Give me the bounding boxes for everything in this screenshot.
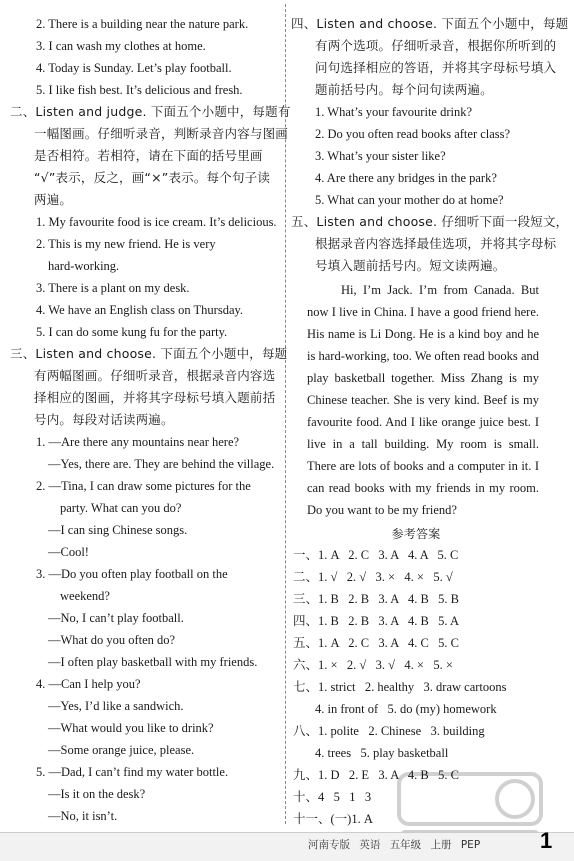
sec3-dialog-line: —What would you like to drink? — [48, 721, 214, 735]
passage-line: Chinese teacher. She is very kind. Beef is my — [307, 393, 539, 407]
sec2-header-line: “√”表示，反之，画“×”表示。每个句子读 — [34, 170, 271, 185]
passage-line: can read books with my friends in my room. — [307, 481, 539, 495]
sec2-header-line: 一幅图画。仔细听录音，判断录音内容与图画 — [34, 126, 289, 141]
sec3-dialog-line: —Yes, there are. They are behind the village. — [48, 457, 275, 471]
sec4-item-3: 3. What’s your sister like? — [315, 149, 446, 163]
sec3-dialog-line: 3. —Do you often play football on the — [36, 567, 228, 581]
answer-row: 十、4 5 1 3 — [293, 790, 372, 804]
sec4-item-2: 2. Do you often read books after class? — [315, 127, 511, 141]
sec3-dialog-line: —Some orange juice, please. — [48, 743, 195, 757]
sec1-item-2: 2. There is a building near the nature park. — [36, 17, 249, 31]
answer-row: 六、1. × 2. √ 3. √ 4. × 5. × — [293, 658, 453, 672]
answer-row: 三、1. B 2. B 3. A 4. B 5. B — [293, 592, 459, 606]
sec3-dialog-line: 4. —Can I help you? — [36, 677, 141, 691]
answer-row: 4. trees 5. play basketball — [315, 746, 449, 760]
sec2-item-2: 2. This is my new friend. He is very — [36, 237, 216, 251]
sec1-item-5: 5. I like fish best. It’s delicious and fresh. — [36, 83, 243, 97]
answer-row: 二、1. √ 2. √ 3. × 4. × 5. √ — [293, 570, 453, 584]
passage-line: favourite food. And I like orange juice best. I — [307, 415, 539, 429]
sec4-header-line: 有两个选项。仔细听录音，根据你所听到的 — [315, 38, 557, 53]
page-number: 1 — [540, 828, 553, 853]
page-footer — [0, 832, 574, 861]
sec3-header-line: 三、Listen and choose. 下面五个小题中，每题 — [10, 346, 288, 361]
sec3-dialog-line: —Cool! — [48, 545, 89, 559]
sec3-dialog-line: party. What can you do? — [60, 501, 182, 515]
sec5-header-line: 五、Listen and choose. 仔细听下面一段短文， — [291, 214, 569, 229]
answer-row: 一、1. A 2. C 3. A 4. A 5. C — [293, 548, 459, 562]
sec3-dialog-line: —No, it isn’t. — [48, 809, 118, 823]
sec3-dialog-line: 1. —Are there any mountains near here? — [36, 435, 240, 449]
sec5-header-line: 根据录音内容选择最佳选项，并将其字母标 — [315, 236, 557, 251]
sec2-header-line: 两遍。 — [34, 192, 73, 207]
answer-row: 八、1. polite 2. Chinese 3. building — [293, 724, 485, 738]
sec3-dialog-line: —I can sing Chinese songs. — [48, 523, 188, 537]
sec4-header-line: 问句选择相应的答语，并将其字母标号填入 — [315, 60, 557, 75]
sec4-item-1: 1. What’s your favourite drink? — [315, 105, 473, 119]
answer-row: 十一、(一)1. A — [293, 812, 373, 826]
sec3-dialog-line: —What do you often do? — [48, 633, 176, 647]
sec2-item-5: 5. I can do some kung fu for the party. — [36, 325, 228, 339]
passage-line: There are lots of books and a computer in it. I — [307, 459, 539, 473]
sec2-header-line: 是否相符。若相符，请在下面的括号里画 — [34, 148, 263, 163]
sec5-header-line: 号填入题前括号内。短文读两遍。 — [315, 258, 506, 273]
sec4-header-line: 题前括号内。每个问句读两遍。 — [315, 82, 493, 97]
sec4-item-4: 4. Are there any bridges in the park? — [315, 171, 497, 185]
footer-text: 河南专版 英语 五年级 上册 PEP — [308, 839, 481, 851]
sec2-header-line: 二、Listen and judge. 下面五个小题中，每题有 — [10, 104, 291, 119]
passage-line: His name is Li Dong. He is a kind boy and he — [307, 327, 539, 341]
sec3-dialog-line: weekend? — [60, 589, 110, 603]
sec2-item-2-cont: hard-working. — [48, 259, 120, 273]
passage-line: live in a tall building. My room is small. — [307, 437, 539, 451]
answer-row: 七、1. strict 2. healthy 3. draw cartoons — [293, 680, 507, 694]
sec3-dialog-line: —I often play basketball with my friends. — [48, 655, 258, 669]
passage-line: is hard-working, too. We often read books and — [307, 349, 539, 363]
sec4-item-5: 5. What can your mother do at home? — [315, 193, 504, 207]
sec3-header-line: 择相应的图画，并将其字母标号填入题前括 — [34, 390, 276, 405]
answer-row: 4. in front of 5. do (my) homework — [315, 702, 497, 716]
sec4-header-line: 四、Listen and choose. 下面五个小题中，每题 — [291, 16, 569, 31]
sec3-header-line: 号内。每段对话读两遍。 — [34, 412, 174, 427]
passage-line: play basketball together. Miss Zhang is my — [307, 371, 539, 385]
sec2-item-4: 4. We have an English class on Thursday. — [36, 303, 244, 317]
answers-title: 参考答案 — [391, 527, 441, 541]
sec3-header-line: 有两幅图画。仔细听录音，根据录音内容选 — [34, 368, 276, 383]
sec1-item-4: 4. Today is Sunday. Let’s play football. — [36, 61, 232, 75]
sec3-dialog-line: 5. —Dad, I can’t find my water bottle. — [36, 765, 229, 779]
passage-line: Do you want to be my friend? — [307, 503, 457, 517]
sec3-dialog-line: —Is it on the desk? — [48, 787, 146, 801]
sec3-dialog-line: 2. —Tina, I can draw some pictures for the — [36, 479, 251, 493]
sec2-item-3: 3. There is a plant on my desk. — [36, 281, 190, 295]
sec3-dialog-line: —Yes, I’d like a sandwich. — [48, 699, 184, 713]
sec2-item-1: 1. My favourite food is ice cream. It’s delicious. — [36, 215, 277, 229]
answer-row: 四、1. B 2. B 3. A 4. B 5. A — [293, 614, 459, 628]
sec1-item-3: 3. I can wash my clothes at home. — [36, 39, 206, 53]
passage-line: now I live in China. I have a good friend here. — [307, 305, 539, 319]
passage-line: Hi, I’m Jack. I’m from Canada. But — [341, 283, 539, 297]
sec3-dialog-line: —No, I can’t play football. — [48, 611, 184, 625]
answer-row: 九、1. D 2. E 3. A 4. B 5. C — [293, 768, 459, 782]
answer-row: 五、1. A 2. C 3. A 4. C 5. C — [293, 636, 459, 650]
